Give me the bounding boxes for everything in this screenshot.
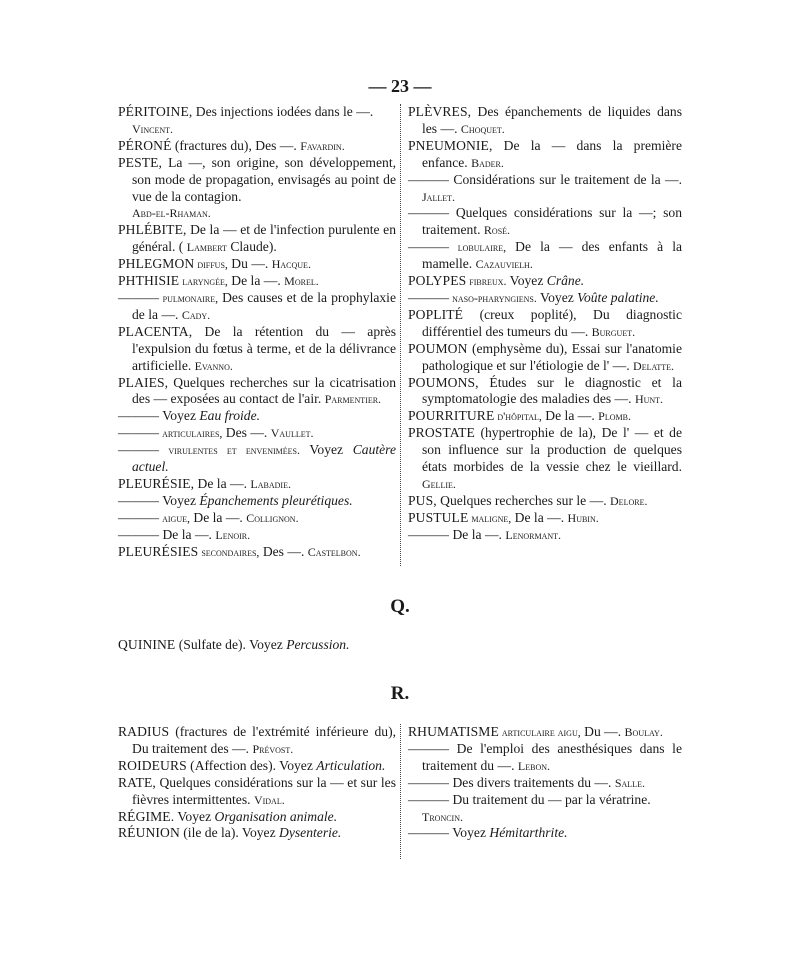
entry-text: Des injections iodées dans le —.: [192, 104, 374, 119]
entry-heading: PUS,: [408, 492, 437, 508]
index-column-left: [118, 724, 396, 842]
entry-heading: ———: [118, 492, 160, 508]
entry-heading: PHLÉBITE,: [118, 222, 187, 238]
entry-author: Hacque.: [271, 257, 311, 272]
section-letter-r: R.: [390, 683, 410, 704]
entry-heading: PUSTULE: [408, 509, 469, 525]
index-entry: [408, 239, 682, 273]
entry-heading: PNEUMONIE,: [408, 137, 493, 153]
index-entry: [408, 307, 682, 341]
entry-author: Abd-el-Rhaman.: [132, 206, 211, 221]
entry-heading: POPLITÉ: [408, 306, 464, 322]
entry-author: Rosé.: [483, 223, 511, 238]
entry-author: Jallet.: [422, 189, 455, 204]
entry-text: Quelques recherches sur le —.: [436, 492, 607, 508]
entry-heading: ———: [408, 289, 450, 305]
index-entry: [408, 825, 682, 842]
entry-heading: PLÈVRES,: [408, 104, 472, 119]
entry-text: (ile de la). Voyez: [179, 825, 280, 841]
index-entry: [408, 290, 682, 307]
entry-text: De la —.: [449, 526, 502, 542]
index-entry: [408, 205, 682, 239]
index-entry: [118, 758, 396, 775]
column-divider: [400, 104, 401, 566]
entry-author: Morel.: [284, 274, 319, 289]
entry-heading: PESTE,: [118, 154, 163, 170]
entry-author: Hubin.: [567, 510, 599, 525]
entry-text: Voyez: [159, 408, 200, 424]
entry-subheading: maligne,: [468, 510, 512, 525]
page-number: — 23 —: [368, 76, 432, 96]
index-entry: [408, 527, 682, 544]
entry-heading: ———: [408, 171, 450, 187]
entry-text: Quelques considérations sur la — et sur les fièvres intermittentes.: [132, 774, 396, 807]
entry-text: De la —.: [541, 408, 595, 424]
index-entry: [118, 290, 396, 324]
entry-heading: POUMONS,: [408, 374, 479, 390]
index-entry: [408, 273, 682, 290]
entry-text: De la —.: [511, 509, 565, 525]
entry-author: Bader.: [471, 155, 504, 170]
index-entry: [118, 809, 396, 826]
entry-author: Boulay.: [624, 725, 663, 739]
index-entry: [118, 510, 396, 527]
entry-text: (Sulfate de). Voyez: [175, 637, 287, 652]
index-entry: [408, 741, 682, 775]
entry-heading: PLAIES,: [118, 374, 169, 390]
entry-text: Des divers traitements du —.: [449, 774, 612, 790]
entry-text: Voyez: [506, 273, 547, 289]
entry-subheading: pulmonaire,: [159, 290, 219, 305]
entry-reference: Organisation animale.: [214, 808, 338, 824]
entry-heading: QUININE: [118, 637, 176, 652]
entry-heading: PHLEGMON: [118, 256, 195, 272]
entry-heading: PLEURÉSIE,: [118, 475, 195, 491]
entry-reference: Articulation.: [316, 757, 386, 773]
entry-subheading: fibreux.: [466, 274, 507, 289]
entry-author: Parmentier.: [324, 392, 382, 407]
entry-heading: ———: [408, 205, 450, 221]
entry-text: Des —.: [259, 543, 305, 559]
entry-heading: ———: [118, 408, 160, 424]
entry-reference: Dysenterie.: [279, 825, 342, 841]
entry-heading: PLEURÉSIES: [118, 543, 199, 559]
entry-text: De la —.: [159, 526, 212, 542]
index-entry: [408, 172, 682, 206]
entry-text: Voyez: [449, 825, 490, 841]
entry-author: Vincent.: [132, 121, 173, 136]
index-entry: [118, 527, 396, 544]
entry-subheading: naso-pharyngiens.: [449, 290, 537, 305]
entry-text: Du —.: [580, 724, 622, 739]
entry-subheading: articulaires,: [159, 426, 223, 441]
entry-text: Voyez: [174, 808, 215, 824]
index-entry: [118, 637, 350, 653]
entry-reference: Crâne.: [546, 273, 585, 289]
entry-author: Choquet.: [460, 121, 505, 136]
index-entry: [118, 476, 396, 493]
entry-text: De la — des enfants à la mamelle.: [422, 239, 683, 272]
entry-author: Burguet.: [591, 324, 636, 339]
index-entry: [408, 375, 682, 409]
column-divider: [400, 724, 401, 859]
entry-reference: Cautère actuel.: [132, 442, 396, 475]
entry-text: Des causes et de la prophylaxie de la —.: [132, 289, 396, 322]
index-entry: [118, 425, 396, 442]
entry-heading: POUMON: [408, 340, 468, 356]
entry-subheading: articulaire aigu,: [498, 725, 581, 739]
entry-heading: ———: [408, 239, 450, 255]
entry-text: Quelques recherches sur la cicatrisation des — exposées au contact de l'air.: [132, 374, 396, 407]
entry-heading: PÉRITOINE,: [118, 104, 193, 119]
entry-text: Claude).: [226, 239, 277, 255]
index-entry: [118, 825, 396, 842]
index-entry: [118, 104, 396, 138]
entry-text: De la —.: [227, 273, 281, 289]
entry-text: De la —.: [194, 475, 248, 491]
index-entry: [408, 493, 682, 510]
index-entry: [118, 324, 396, 375]
index-entry: [408, 138, 682, 172]
entry-author: Lenormant.: [505, 527, 562, 542]
entry-subheading: lobulaire,: [449, 240, 507, 255]
entry-heading: PROSTATE: [408, 425, 475, 441]
index-entry: [408, 408, 682, 425]
entry-text: Des —.: [222, 425, 268, 441]
entry-text: (emphysème du), Essai sur l'anatomie pathologique et sur l'étiologie de l' —.: [422, 340, 682, 373]
entry-heading: ———: [118, 425, 160, 441]
index-entry: [118, 442, 396, 476]
index-entry: [118, 544, 396, 561]
index-entry: [408, 425, 682, 493]
section-letter-q: Q.: [390, 596, 410, 617]
entry-text: Voyez: [299, 442, 353, 458]
entry-text: Considérations sur le traitement de la —.: [449, 171, 682, 187]
index-entry: [118, 273, 396, 290]
entry-text: (fractures du), Des —.: [171, 137, 297, 153]
entry-text: De la rétention du — après l'expulsion du fœtus à terme, et de la délivrance artificielle.: [132, 323, 396, 373]
entry-heading: ———: [408, 791, 450, 807]
entry-text: (fractures de l'extrémité inférieure du), Du traitement des —.: [132, 724, 396, 756]
entry-reference: Percussion.: [286, 637, 350, 652]
index-entry: [408, 104, 682, 138]
entry-heading: ———: [408, 526, 450, 542]
entry-heading: ———: [118, 509, 160, 525]
entry-text: (Affection des). Voyez: [186, 757, 317, 773]
entry-reference: Eau froide.: [199, 408, 261, 424]
entry-author: Vidal.: [253, 792, 285, 807]
entry-author: Lebon.: [517, 758, 551, 773]
entry-text: La —, son origine, son développement, son mode de propagation, envisagés au point de vue de la contagion.: [132, 154, 396, 204]
entry-text: Du —.: [227, 256, 269, 272]
entry-author: Plomb.: [598, 409, 631, 424]
entry-author: Delatte.: [633, 358, 675, 373]
entry-heading: RÉUNION: [118, 825, 180, 841]
entry-author: Collignon.: [246, 510, 299, 525]
entry-heading: ———: [408, 740, 450, 756]
index-column-right: [408, 724, 682, 842]
entry-heading: PLACENTA,: [118, 323, 193, 339]
entry-heading: RHUMATISME: [408, 724, 499, 739]
index-entry: [408, 510, 682, 527]
entry-text: (creux poplité), Du diagnostic différentiel des tumeurs du —.: [422, 306, 682, 339]
index-entry: [118, 408, 396, 425]
entry-author: Vaullet.: [270, 426, 314, 441]
entry-reference: Hémitarthrite.: [489, 825, 568, 841]
entry-author: Cady.: [181, 307, 211, 322]
entry-text: Des épanchements de liquides dans les —.: [422, 104, 682, 136]
index-entry: [118, 493, 396, 510]
entry-heading: RÉGIME.: [118, 808, 175, 824]
entry-text: Voyez: [159, 492, 200, 508]
entry-reference: Épanchements pleurétiques.: [199, 492, 353, 508]
entry-heading: PHTHISIE: [118, 273, 180, 289]
entry-heading: ROIDEURS: [118, 757, 187, 773]
entry-author: Gellie.: [422, 476, 456, 491]
index-entry: [118, 775, 396, 809]
entry-reference: Voûte palatine.: [577, 289, 659, 305]
entry-author: Troncin.: [422, 809, 463, 824]
entry-author: Favardin.: [300, 138, 345, 153]
entry-heading: PÉRONÉ: [118, 137, 172, 153]
entry-author: Castelbon.: [307, 544, 361, 559]
entry-text: Du traitement du — par la vératrine.: [449, 791, 651, 807]
entry-text: Études sur le diagnostic et la symptomatologie des maladies des —.: [422, 374, 682, 407]
entry-heading: ———: [118, 442, 160, 458]
entry-heading: ———: [118, 289, 160, 305]
entry-heading: ———: [118, 526, 160, 542]
index-entry: [408, 792, 682, 826]
index-entry: [118, 724, 396, 758]
entry-text: Quelques considérations sur la —; son traitement.: [422, 205, 682, 238]
index-entry: [118, 375, 396, 409]
index-entry: [408, 775, 682, 792]
entry-text: (hypertrophie de la), De l' — et de son influence sur la production de quelques états morbides de la vessie chez le vieillard.: [422, 425, 682, 475]
entry-author: Hunt.: [634, 392, 664, 407]
entry-heading: ———: [408, 774, 450, 790]
entry-author: Labadie.: [250, 476, 291, 491]
index-entry: [118, 138, 396, 155]
index-column-left: [118, 104, 396, 560]
entry-author: Lambert: [186, 240, 227, 255]
entry-subheading: d'hôpital,: [494, 409, 542, 424]
entry-subheading: laryngée,: [179, 274, 228, 289]
entry-author: Prévost.: [252, 741, 294, 756]
entry-subheading: virulentes et envenimées.: [159, 443, 300, 458]
entry-author: Evanno.: [194, 358, 233, 373]
index-entry: [408, 724, 682, 741]
entry-text: De la —.: [189, 509, 243, 525]
entry-heading: POLYPES: [408, 273, 467, 289]
entry-text: Voyez: [536, 289, 578, 305]
index-entry: [118, 256, 396, 273]
index-entry: [118, 155, 396, 223]
entry-author: Salle.: [614, 775, 645, 790]
entry-author: Cazauvielh.: [475, 257, 533, 272]
entry-text: De l'emploi des anesthésiques dans le traitement du —.: [422, 740, 682, 773]
entry-subheading: aigue,: [159, 510, 190, 525]
index-column-right: [408, 104, 682, 544]
entry-subheading: diffus,: [194, 257, 228, 272]
entry-author: Lenoir.: [215, 527, 251, 542]
index-entry-quinine: [118, 637, 350, 653]
index-entry: [118, 222, 396, 256]
entry-heading: RATE,: [118, 774, 156, 790]
index-entry: [408, 341, 682, 375]
entry-author: Delore.: [610, 493, 648, 508]
entry-text: De la — et de l'infection purulente en général. (: [132, 222, 396, 255]
entry-heading: ———: [408, 825, 450, 841]
entry-heading: POURRITURE: [408, 408, 495, 424]
entry-heading: RADIUS: [118, 724, 170, 739]
entry-subheading: secondaires,: [198, 544, 260, 559]
entry-text: De la — dans la première enfance.: [422, 137, 682, 170]
